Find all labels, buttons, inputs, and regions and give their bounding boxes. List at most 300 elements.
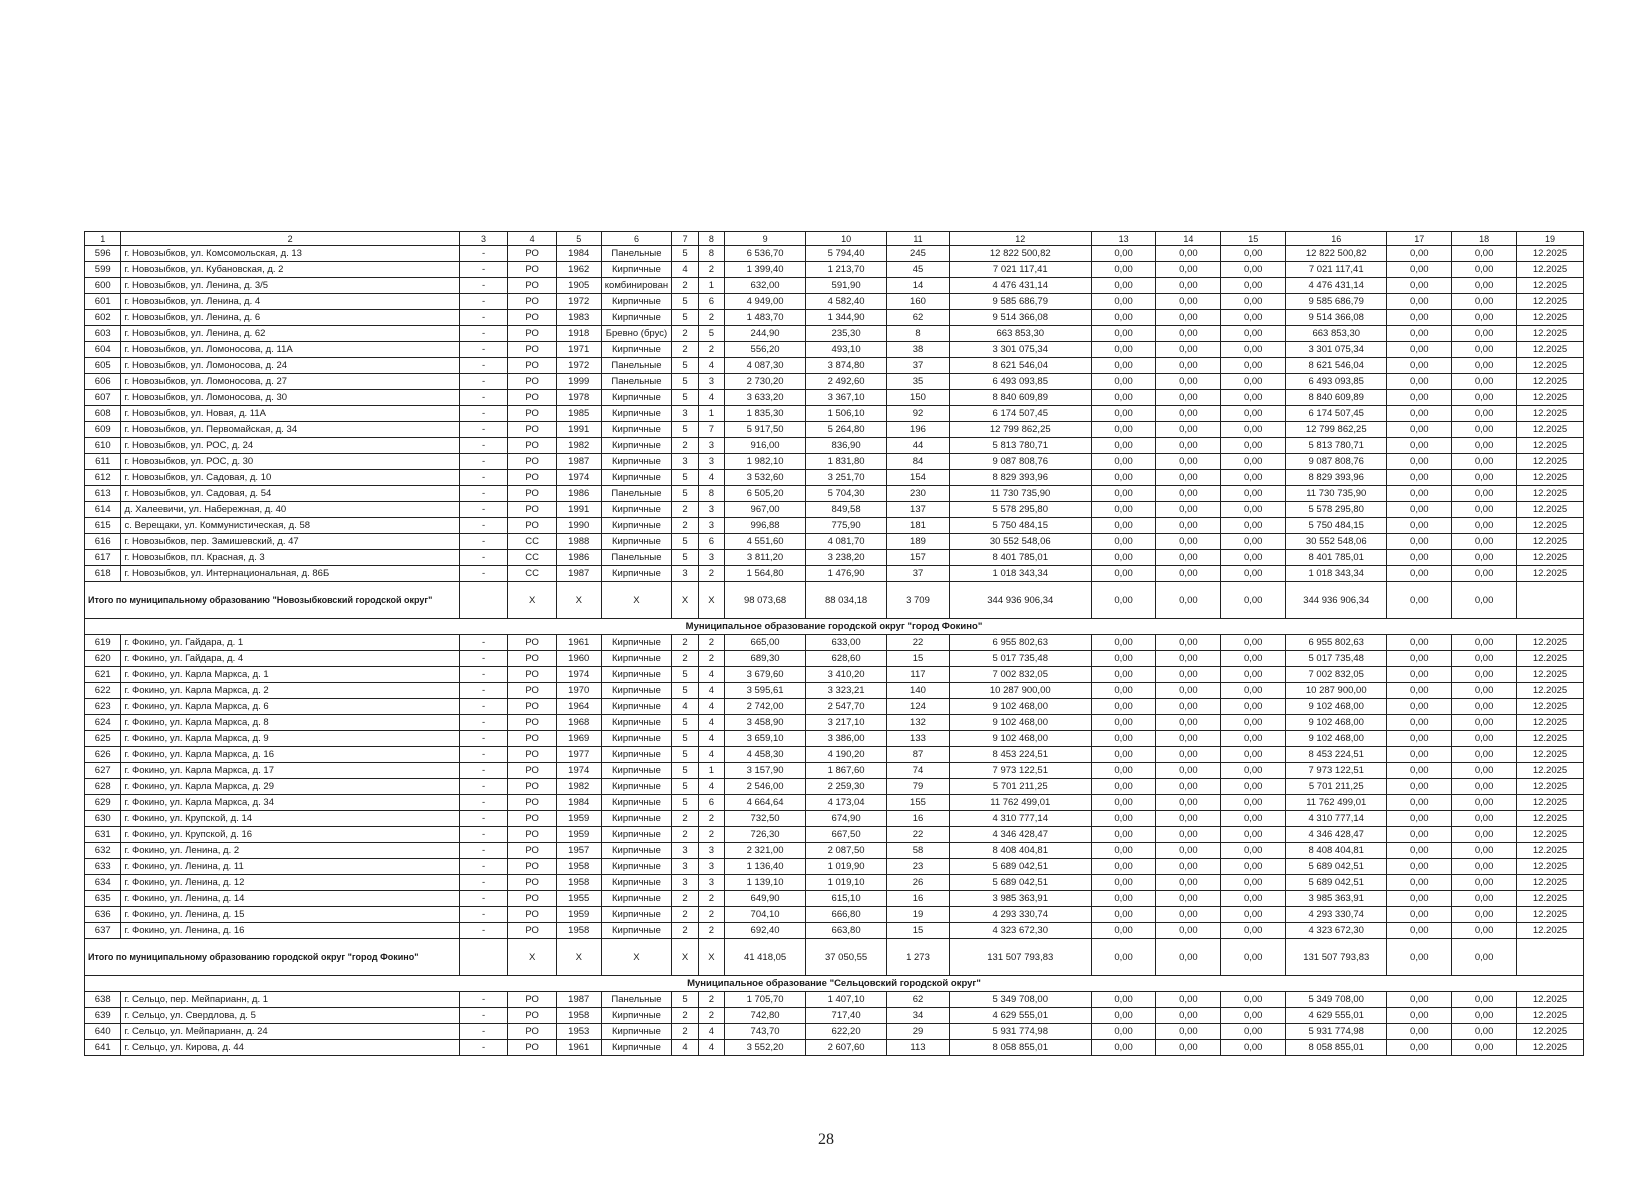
table-cell: 5 xyxy=(672,422,698,438)
table-cell: 0,00 xyxy=(1156,406,1221,422)
table-cell: 603 xyxy=(85,326,121,342)
total-cell: 98 073,68 xyxy=(725,582,806,619)
table-cell: 9 102 468,00 xyxy=(949,715,1091,731)
total-cell: X xyxy=(698,939,724,976)
table-cell: 19 xyxy=(887,907,950,923)
table-cell: 0,00 xyxy=(1091,843,1156,859)
table-cell: 12.2025 xyxy=(1517,843,1584,859)
table-cell: 649,90 xyxy=(725,891,806,907)
table-cell: 0,00 xyxy=(1221,486,1286,502)
table-cell: 0,00 xyxy=(1221,779,1286,795)
table-cell: 4 xyxy=(698,1040,724,1056)
table-cell: 3 659,10 xyxy=(725,731,806,747)
table-cell: РО xyxy=(508,891,557,907)
table-cell: 0,00 xyxy=(1156,342,1221,358)
table-cell: 4 346 428,47 xyxy=(949,827,1091,843)
table-cell: - xyxy=(459,262,508,278)
table-cell: 0,00 xyxy=(1452,470,1517,486)
table-cell: 5 xyxy=(672,779,698,795)
table-cell: Кирпичные xyxy=(601,518,672,534)
table-cell: 0,00 xyxy=(1156,811,1221,827)
table-cell: Кирпичные xyxy=(601,843,672,859)
table-row xyxy=(85,326,1584,342)
table-cell: 87 xyxy=(887,747,950,763)
table-cell: 4 629 555,01 xyxy=(949,1008,1091,1024)
table-cell: Кирпичные xyxy=(601,907,672,923)
address-cell: г. Сельцо, ул. Свердлова, д. 5 xyxy=(121,1008,459,1024)
section-header-row xyxy=(85,619,1584,635)
table-cell: РО xyxy=(508,843,557,859)
address-cell: г. Новозыбков, ул. Ленина, д. 6 xyxy=(121,310,459,326)
table-cell: 0,00 xyxy=(1452,699,1517,715)
table-cell: 5 750 484,15 xyxy=(949,518,1091,534)
table-cell: 0,00 xyxy=(1156,635,1221,651)
total-cell: 0,00 xyxy=(1387,939,1452,976)
table-cell: Кирпичные xyxy=(601,891,672,907)
table-cell: - xyxy=(459,502,508,518)
column-number: 14 xyxy=(1156,232,1221,246)
table-cell: 12.2025 xyxy=(1517,859,1584,875)
table-cell: 12.2025 xyxy=(1517,390,1584,406)
table-cell: 0,00 xyxy=(1156,294,1221,310)
table-cell: 9 087 808,76 xyxy=(1286,454,1387,470)
table-cell: 7 002 832,05 xyxy=(949,667,1091,683)
table-cell: 30 552 548,06 xyxy=(949,534,1091,550)
address-cell: г. Фокино, ул. Карла Маркса, д. 16 xyxy=(121,747,459,763)
table-cell: 2 xyxy=(672,923,698,939)
table-cell: - xyxy=(459,827,508,843)
table-cell: 606 xyxy=(85,374,121,390)
table-cell: 0,00 xyxy=(1156,486,1221,502)
table-cell: 0,00 xyxy=(1221,566,1286,582)
table-cell: 0,00 xyxy=(1387,779,1452,795)
table-cell: 12 799 862,25 xyxy=(949,422,1091,438)
table-cell: 3 458,90 xyxy=(725,715,806,731)
table-cell: 0,00 xyxy=(1387,731,1452,747)
table-cell: Кирпичные xyxy=(601,502,672,518)
table-cell: РО xyxy=(508,342,557,358)
total-cell: 0,00 xyxy=(1091,939,1156,976)
table-cell: 2 547,70 xyxy=(806,699,887,715)
table-cell: - xyxy=(459,811,508,827)
table-cell: 622,20 xyxy=(806,1024,887,1040)
table-cell: 8 058 855,01 xyxy=(949,1040,1091,1056)
table-cell: 0,00 xyxy=(1156,715,1221,731)
table-cell: 0,00 xyxy=(1091,246,1156,262)
table-cell: 12.2025 xyxy=(1517,1040,1584,1056)
table-cell: 0,00 xyxy=(1452,891,1517,907)
table-cell: 3 xyxy=(698,454,724,470)
table-cell: Бревно (брус) xyxy=(601,326,672,342)
section-header-row xyxy=(85,976,1584,992)
table-row xyxy=(85,374,1584,390)
table-cell: 692,40 xyxy=(725,923,806,939)
table-cell: 58 xyxy=(887,843,950,859)
table-cell: - xyxy=(459,875,508,891)
table-cell: 0,00 xyxy=(1156,534,1221,550)
table-cell: 12.2025 xyxy=(1517,715,1584,731)
table-cell: 3 323,21 xyxy=(806,683,887,699)
table-cell: - xyxy=(459,923,508,939)
table-cell: 4 xyxy=(698,470,724,486)
table-cell: 0,00 xyxy=(1452,811,1517,827)
table-cell: РО xyxy=(508,1008,557,1024)
table-row xyxy=(85,310,1584,326)
table-cell: 632 xyxy=(85,843,121,859)
table-cell: 6 xyxy=(698,534,724,550)
table-cell: 10 287 900,00 xyxy=(949,683,1091,699)
column-number: 15 xyxy=(1221,232,1286,246)
table-cell: 4 xyxy=(672,262,698,278)
table-cell: 12.2025 xyxy=(1517,454,1584,470)
total-cell: 0,00 xyxy=(1221,939,1286,976)
table-cell: 633,00 xyxy=(806,635,887,651)
table-cell: 0,00 xyxy=(1091,875,1156,891)
table-cell: 0,00 xyxy=(1221,454,1286,470)
table-cell: 5 xyxy=(672,763,698,779)
table-cell: 2 259,30 xyxy=(806,779,887,795)
table-cell: 1969 xyxy=(556,731,601,747)
table-cell: 628,60 xyxy=(806,651,887,667)
table-cell: 6 505,20 xyxy=(725,486,806,502)
table-cell: 0,00 xyxy=(1091,923,1156,939)
table-cell: 0,00 xyxy=(1387,390,1452,406)
table-cell: 0,00 xyxy=(1452,667,1517,683)
table-cell: 3 xyxy=(672,406,698,422)
table-cell: 1960 xyxy=(556,651,601,667)
address-cell: г. Новозыбков, ул. Садовая, д. 54 xyxy=(121,486,459,502)
table-cell: 615 xyxy=(85,518,121,534)
table-cell: 1972 xyxy=(556,294,601,310)
table-cell: 0,00 xyxy=(1221,470,1286,486)
table-cell: 5 689 042,51 xyxy=(949,875,1091,891)
table-cell: Кирпичные xyxy=(601,811,672,827)
table-cell: Кирпичные xyxy=(601,406,672,422)
table-cell: 6 174 507,45 xyxy=(949,406,1091,422)
address-cell: г. Фокино, ул. Крупской, д. 16 xyxy=(121,827,459,843)
total-cell xyxy=(459,939,508,976)
table-cell: 5 349 708,00 xyxy=(949,992,1091,1008)
table-cell: 5 017 735,48 xyxy=(1286,651,1387,667)
table-cell: 5 704,30 xyxy=(806,486,887,502)
table-cell: 5 xyxy=(698,326,724,342)
table-cell: 0,00 xyxy=(1221,1024,1286,1040)
table-cell: 0,00 xyxy=(1221,811,1286,827)
table-cell: 5 917,50 xyxy=(725,422,806,438)
column-number: 9 xyxy=(725,232,806,246)
table-cell: 12.2025 xyxy=(1517,811,1584,827)
total-row xyxy=(85,582,1584,619)
table-cell: 5 xyxy=(672,390,698,406)
table-cell: 1 019,90 xyxy=(806,859,887,875)
table-cell: 5 xyxy=(672,310,698,326)
table-cell: 0,00 xyxy=(1387,907,1452,923)
table-cell: Кирпичные xyxy=(601,747,672,763)
total-cell: 0,00 xyxy=(1091,582,1156,619)
table-cell: 12.2025 xyxy=(1517,470,1584,486)
table-cell: - xyxy=(459,438,508,454)
table-row xyxy=(85,358,1584,374)
column-number: 6 xyxy=(601,232,672,246)
table-cell: 609 xyxy=(85,422,121,438)
table-cell: 5 264,80 xyxy=(806,422,887,438)
table-cell: 84 xyxy=(887,454,950,470)
column-number: 2 xyxy=(121,232,459,246)
table-cell: 12.2025 xyxy=(1517,406,1584,422)
table-row xyxy=(85,843,1584,859)
table-cell: 0,00 xyxy=(1091,731,1156,747)
table-cell: 0,00 xyxy=(1091,310,1156,326)
total-cell: X xyxy=(508,939,557,976)
table-cell: 0,00 xyxy=(1387,566,1452,582)
table-cell: 1987 xyxy=(556,454,601,470)
total-cell: X xyxy=(601,582,672,619)
table-cell: 0,00 xyxy=(1387,811,1452,827)
table-cell: 610 xyxy=(85,438,121,454)
address-cell: г. Новозыбков, ул. Новая, д. 11А xyxy=(121,406,459,422)
table-cell: 7 973 122,51 xyxy=(1286,763,1387,779)
table-cell: 2 xyxy=(698,891,724,907)
table-cell: 0,00 xyxy=(1452,342,1517,358)
table-cell: Панельные xyxy=(601,246,672,262)
table-cell: 635 xyxy=(85,891,121,907)
table-cell: 12.2025 xyxy=(1517,278,1584,294)
table-cell: 556,20 xyxy=(725,342,806,358)
housing-table xyxy=(84,231,1584,1056)
table-cell: 5 813 780,71 xyxy=(949,438,1091,454)
table-cell: - xyxy=(459,907,508,923)
table-row xyxy=(85,731,1584,747)
address-cell: г. Новозыбков, ул. Ленина, д. 3/5 xyxy=(121,278,459,294)
table-cell: 3 xyxy=(698,438,724,454)
table-cell: РО xyxy=(508,502,557,518)
table-cell: 6 955 802,63 xyxy=(1286,635,1387,651)
table-cell: 3 301 075,34 xyxy=(949,342,1091,358)
table-row xyxy=(85,406,1584,422)
table-cell: - xyxy=(459,486,508,502)
table-cell: 5 xyxy=(672,486,698,502)
table-cell: 2 xyxy=(698,907,724,923)
address-cell: г. Новозыбков, ул. Ломоносова, д. 11А xyxy=(121,342,459,358)
table-cell: 4 551,60 xyxy=(725,534,806,550)
table-cell: 1 018 343,34 xyxy=(949,566,1091,582)
table-cell: 0,00 xyxy=(1387,683,1452,699)
table-cell: 12.2025 xyxy=(1517,827,1584,843)
table-cell: РО xyxy=(508,294,557,310)
table-cell: 2 xyxy=(672,1024,698,1040)
table-cell: 0,00 xyxy=(1387,486,1452,502)
total-cell: 41 418,05 xyxy=(725,939,806,976)
table-cell: 1 483,70 xyxy=(725,310,806,326)
table-cell: 1974 xyxy=(556,667,601,683)
table-cell: 0,00 xyxy=(1221,683,1286,699)
table-cell: - xyxy=(459,667,508,683)
table-cell: 3 410,20 xyxy=(806,667,887,683)
table-row xyxy=(85,390,1584,406)
table-cell: 9 585 686,79 xyxy=(1286,294,1387,310)
table-cell: 6 xyxy=(698,795,724,811)
table-cell: Кирпичные xyxy=(601,763,672,779)
table-row xyxy=(85,779,1584,795)
table-cell: 0,00 xyxy=(1221,859,1286,875)
table-cell: 2 546,00 xyxy=(725,779,806,795)
table-cell: 8 829 393,96 xyxy=(1286,470,1387,486)
table-cell: 23 xyxy=(887,859,950,875)
table-cell: 0,00 xyxy=(1452,262,1517,278)
table-cell: 0,00 xyxy=(1156,262,1221,278)
table-cell: 742,80 xyxy=(725,1008,806,1024)
table-cell: 26 xyxy=(887,875,950,891)
table-cell: 9 102 468,00 xyxy=(1286,715,1387,731)
table-cell: 0,00 xyxy=(1452,406,1517,422)
table-cell: - xyxy=(459,651,508,667)
address-cell: д. Халеевичи, ул. Набережная, д. 40 xyxy=(121,502,459,518)
address-cell: г. Фокино, ул. Карла Маркса, д. 29 xyxy=(121,779,459,795)
table-cell: 0,00 xyxy=(1221,992,1286,1008)
address-cell: с. Верещаки, ул. Коммунистическая, д. 58 xyxy=(121,518,459,534)
table-cell: 0,00 xyxy=(1221,294,1286,310)
table-cell: 0,00 xyxy=(1387,923,1452,939)
table-cell: 0,00 xyxy=(1091,795,1156,811)
table-cell: СС xyxy=(508,534,557,550)
table-cell: 640 xyxy=(85,1024,121,1040)
address-cell: г. Новозыбков, ул. РОС, д. 24 xyxy=(121,438,459,454)
table-cell: - xyxy=(459,566,508,582)
table-cell: - xyxy=(459,683,508,699)
table-cell: 0,00 xyxy=(1452,358,1517,374)
table-row xyxy=(85,534,1584,550)
table-cell: 0,00 xyxy=(1387,278,1452,294)
table-cell: 1 407,10 xyxy=(806,992,887,1008)
table-cell: 663,80 xyxy=(806,923,887,939)
table-cell: 0,00 xyxy=(1091,358,1156,374)
table-cell: 5 xyxy=(672,795,698,811)
table-cell: 1986 xyxy=(556,550,601,566)
total-cell: 0,00 xyxy=(1452,939,1517,976)
table-cell: 2 xyxy=(698,1008,724,1024)
table-row xyxy=(85,859,1584,875)
table-cell: 1 705,70 xyxy=(725,992,806,1008)
table-cell: 1958 xyxy=(556,875,601,891)
table-cell: 9 102 468,00 xyxy=(949,731,1091,747)
table-cell: Кирпичные xyxy=(601,1024,672,1040)
table-cell: - xyxy=(459,294,508,310)
table-cell: 1 399,40 xyxy=(725,262,806,278)
table-cell: 4 310 777,14 xyxy=(949,811,1091,827)
table-cell: 0,00 xyxy=(1156,310,1221,326)
table-cell: 235,30 xyxy=(806,326,887,342)
table-cell: 0,00 xyxy=(1091,278,1156,294)
table-cell: 12.2025 xyxy=(1517,326,1584,342)
table-cell: Кирпичные xyxy=(601,683,672,699)
table-cell: 1958 xyxy=(556,923,601,939)
table-cell: - xyxy=(459,1008,508,1024)
table-cell: Кирпичные xyxy=(601,1040,672,1056)
table-cell: 1988 xyxy=(556,534,601,550)
address-cell: г. Фокино, ул. Ленина, д. 14 xyxy=(121,891,459,907)
table-cell: 5 xyxy=(672,534,698,550)
table-cell: 5 xyxy=(672,550,698,566)
table-cell: 12.2025 xyxy=(1517,438,1584,454)
table-cell: 0,00 xyxy=(1387,262,1452,278)
table-cell: 0,00 xyxy=(1091,518,1156,534)
table-cell: 3 xyxy=(672,454,698,470)
address-cell: г. Фокино, ул. Карла Маркса, д. 6 xyxy=(121,699,459,715)
table-cell: 4 xyxy=(698,699,724,715)
table-cell: 4 458,30 xyxy=(725,747,806,763)
table-cell: 0,00 xyxy=(1452,1040,1517,1056)
table-cell: 5 689 042,51 xyxy=(1286,875,1387,891)
table-cell: Панельные xyxy=(601,992,672,1008)
table-cell: 717,40 xyxy=(806,1008,887,1024)
table-cell: 0,00 xyxy=(1156,763,1221,779)
table-cell: 4 310 777,14 xyxy=(1286,811,1387,827)
table-cell: 996,88 xyxy=(725,518,806,534)
table-cell: 11 762 499,01 xyxy=(1286,795,1387,811)
table-cell: 0,00 xyxy=(1221,1040,1286,1056)
table-cell: 1974 xyxy=(556,470,601,486)
table-cell: 9 514 366,08 xyxy=(949,310,1091,326)
table-cell: 12.2025 xyxy=(1517,486,1584,502)
table-cell: 0,00 xyxy=(1091,454,1156,470)
table-cell: 637 xyxy=(85,923,121,939)
table-cell: 0,00 xyxy=(1221,438,1286,454)
table-cell: 0,00 xyxy=(1452,422,1517,438)
table-cell: РО xyxy=(508,859,557,875)
table-cell: 4 xyxy=(672,699,698,715)
table-cell: 0,00 xyxy=(1452,374,1517,390)
table-cell: 629 xyxy=(85,795,121,811)
table-cell: 607 xyxy=(85,390,121,406)
table-cell: - xyxy=(459,454,508,470)
table-row xyxy=(85,342,1584,358)
table-cell: 4 476 431,14 xyxy=(1286,278,1387,294)
table-cell: 1957 xyxy=(556,843,601,859)
table-cell: 12 822 500,82 xyxy=(949,246,1091,262)
table-cell: 0,00 xyxy=(1387,763,1452,779)
table-cell: 12.2025 xyxy=(1517,374,1584,390)
table-cell: 38 xyxy=(887,342,950,358)
table-cell: 0,00 xyxy=(1452,763,1517,779)
table-cell: Кирпичные xyxy=(601,667,672,683)
table-cell: Кирпичные xyxy=(601,310,672,326)
table-cell: РО xyxy=(508,992,557,1008)
table-cell: 3 238,20 xyxy=(806,550,887,566)
table-cell: 5 017 735,48 xyxy=(949,651,1091,667)
table-cell: 3 xyxy=(698,843,724,859)
table-cell: 0,00 xyxy=(1452,923,1517,939)
table-cell: 4 xyxy=(698,747,724,763)
address-cell: г. Фокино, ул. Ленина, д. 16 xyxy=(121,923,459,939)
address-cell: г. Новозыбков, ул. РОС, д. 30 xyxy=(121,454,459,470)
table-cell: - xyxy=(459,518,508,534)
table-cell: 0,00 xyxy=(1221,534,1286,550)
table-cell: 3 532,60 xyxy=(725,470,806,486)
table-cell: Кирпичные xyxy=(601,294,672,310)
table-cell: 666,80 xyxy=(806,907,887,923)
table-cell: 4 476 431,14 xyxy=(949,278,1091,294)
table-cell: 0,00 xyxy=(1387,1040,1452,1056)
table-cell: 16 xyxy=(887,811,950,827)
table-cell: 0,00 xyxy=(1387,1008,1452,1024)
table-cell: 22 xyxy=(887,827,950,843)
table-cell: 12.2025 xyxy=(1517,422,1584,438)
table-cell: РО xyxy=(508,827,557,843)
table-cell: РО xyxy=(508,779,557,795)
address-cell: г. Фокино, ул. Карла Маркса, д. 2 xyxy=(121,683,459,699)
address-cell: г. Сельцо, пер. Мейпарианн, д. 1 xyxy=(121,992,459,1008)
table-row xyxy=(85,992,1584,1008)
